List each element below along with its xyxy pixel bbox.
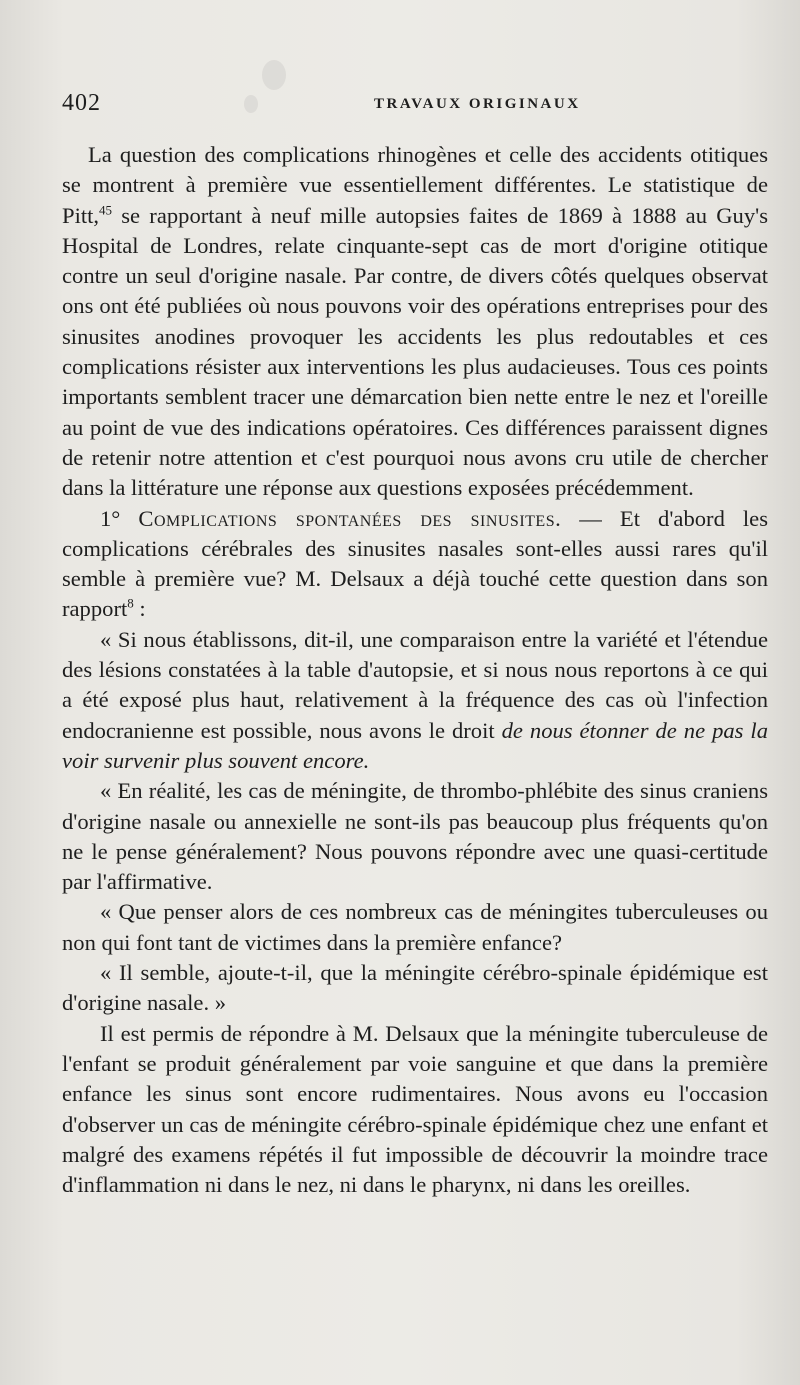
ink-smudge xyxy=(262,60,286,90)
section-paragraph xyxy=(62,504,768,625)
footnote-ref: 8 xyxy=(127,595,134,611)
quote-paragraph: « Il semble, ajoute-t-il, que la méningite cérébro-spinale épidémique est d'origine nasale. » xyxy=(62,960,768,1016)
paragraph-text: La question des complications rhinogènes et celle des accidents otitiques se montrent à première vue essentiellement différentes. Le statistique de Pitt, xyxy=(62,142,768,228)
paragraph-text: se rapportant à neuf mille autopsies faites de 1869 à 1888 au Guy's Hospital de Londres, relate cinquante-sept cas de mort d'origine otitique contre un seul d'origine nasale. Par contre, de divers côtés quelques observat ons ont été publiées où nous pouvons voir des opérations entreprises pour des sinusites anodines provoquer les accidents les plus redoutables et ces complications résister aux interventions les plus audacieuses. Tous ces points importants semblent tracer une démarcation bien nette entre le nez et l'oreille au point de vue des indications opératoires. Ces différences paraissent dignes de retenir notre attention et c'est pourquoi nous avons cru utile de chercher dans la littérature une réponse aux questions exposées précédemment. xyxy=(62,202,768,501)
page-header xyxy=(62,88,742,124)
quote-paragraph: « Que penser alors de ces nombreux cas de méningites tuberculeuses ou non qui font tant de victimes dans la première enfance? xyxy=(62,899,768,955)
italic-text: de nous étonner de ne pas la voir survenir plus souvent encore. xyxy=(62,717,768,773)
paragraph-intro xyxy=(62,140,768,504)
footnote-ref: 45 xyxy=(99,202,113,218)
running-title: TRAVAUX ORIGINAUX xyxy=(374,96,581,112)
paragraph-text: : xyxy=(133,596,146,622)
section-number: 1° xyxy=(100,505,121,531)
paragraph-response: Il est permis de répondre à M. Delsaux que la méningite tuberculeuse de l'enfant se produit généralement par voie sanguine et que dans la première enfance les sinus sont encore rudimentaires. Nous avons eu l'occasion d'observer un cas de méningite cérébro-spinale épidémique chez une enfant et malgré des examens répétés il fut impossible de découvrir la moindre trace d'inflammation ni dans le nez, ni dans le pharynx, ni dans les oreilles. xyxy=(62,1020,768,1198)
body-text xyxy=(62,140,768,1200)
paragraph-text: « Si nous établissons, dit-il, une comparaison entre la variété et l'étendue des lésions constatées à la table d'autopsie, et si nous nous reportons à ce qui a été exposé plus haut, relativement à la fréquence des cas où l'infection endocranienne est possible, nous avons le droit xyxy=(62,626,768,743)
section-title: Complications spontanées des sinusites. xyxy=(138,505,562,531)
page-number: 402 xyxy=(62,90,101,116)
quote-paragraph: « En réalité, les cas de méningite, de thrombo-phlébite des sinus craniens d'origine nasale ou annexielle ne sont-ils pas beaucoup plus fréquents qu'on ne le pense généralement? Nous pouvons répondre avec une quasi-certitude par l'affirmative. xyxy=(62,778,768,895)
quote-paragraph xyxy=(62,625,768,776)
paragraph-text: — Et d'abord les complications cérébrales des sinusites nasales sont-elles aussi rares qu'il semble à première vue? M. Delsaux a déjà touché cette question dans son rapport xyxy=(62,505,768,622)
